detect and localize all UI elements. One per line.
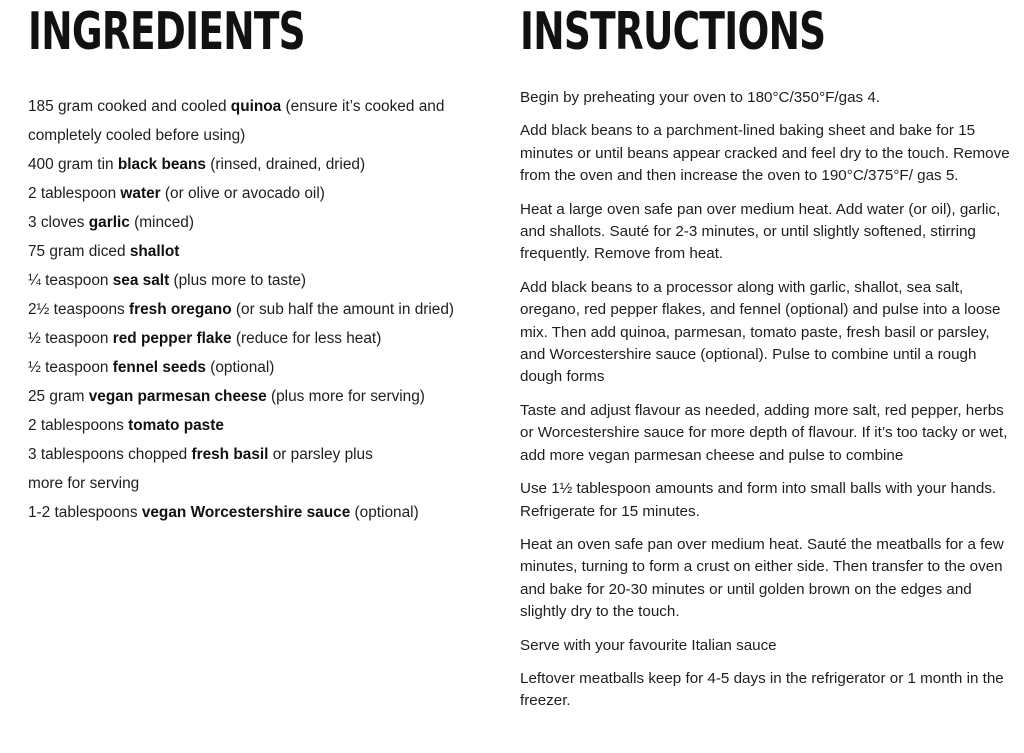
instruction-step-3: Heat a large oven safe pan over medium heat. Add water (or oil), garlic, and shallots. Sauté for 2-3 minutes, or until slightly softened, stirring frequently. Remove from heat. xyxy=(520,200,1001,263)
ingredient-line: 2½ teaspoons fresh oregano (or sub half the amount in dried) xyxy=(28,301,455,318)
ingredient-line: ½ teaspoon red pepper flake (reduce for less heat) xyxy=(28,330,382,347)
instruction-step-6: Use 1½ tablespoon amounts and form into small balls with your hands. Refrigerate for 15 minutes. xyxy=(520,480,997,520)
ingredient-line: ½ teaspoon fennel seeds (optional) xyxy=(28,359,275,376)
instruction-step-4: Add black beans to a processor along with garlic, shallot, sea salt, oregano, red pepper flakes, and fennel (optional) and pulse into a loose mix. Then add quinoa, parmesan, tomato paste, fresh basil or parsley, and Worcestershire sauce (optional). Pulse to combine until a rough dough forms xyxy=(520,278,1001,386)
ingredient-line: 185 gram cooked and cooled quinoa (ensure it’s cooked and xyxy=(28,98,445,115)
ingredient-line: 3 tablespoons chopped fresh basil or parsley plus xyxy=(28,446,373,463)
instruction-step-8: Serve with your favourite Italian sauce xyxy=(520,636,777,654)
instructions-section xyxy=(520,0,1010,710)
ingredient-line: 1-2 tablespoons vegan Worcestershire sauce (optional) xyxy=(28,504,419,521)
instruction-step-1: Begin by preheating your oven to 180°C/350°F/gas 4. xyxy=(520,89,881,106)
ingredient-line: ¼ teaspoon sea salt (plus more to taste) xyxy=(28,272,307,289)
ingredient-line: 75 gram diced shallot xyxy=(28,243,180,260)
ingredient-line: 2 tablespoons tomato paste xyxy=(28,417,224,434)
ingredient-line: more for serving xyxy=(28,475,140,492)
instructions-heading: INSTRUCTIONS xyxy=(520,2,826,62)
ingredients-heading: INGREDIENTS xyxy=(28,2,305,62)
ingredient-line: 25 gram vegan parmesan cheese (plus more for serving) xyxy=(28,388,425,405)
ingredient-line: 3 cloves garlic (minced) xyxy=(28,214,194,231)
ingredients-section xyxy=(28,0,498,521)
instructions-steps xyxy=(520,87,1010,724)
ingredient-line: 2 tablespoon water (or olive or avocado oil) xyxy=(28,185,325,202)
ingredients-list xyxy=(28,92,498,527)
instruction-step-5: Taste and adjust flavour as needed, adding more salt, red pepper, herbs or Worcestershire sauce for more depth of flavour. If it’s too tacky or wet, add more vegan parmesan cheese and pulse to combine xyxy=(520,401,1008,464)
ingredient-line: completely cooled before using) xyxy=(28,127,246,144)
ingredient-line: 400 gram tin black beans (rinsed, drained, dried) xyxy=(28,156,366,173)
instruction-step-2: Add black beans to a parchment-lined baking sheet and bake for 15 minutes or until beans appear cracked and feel dry to the touch. Remove from the oven and then increase the oven to 190°C/375°F/ gas 5. xyxy=(520,122,1010,185)
instruction-step-9: Leftover meatballs keep for 4-5 days in the refrigerator or 1 month in the freezer. xyxy=(520,669,1004,710)
instruction-step-7: Heat an oven safe pan over medium heat. Sauté the meatballs for a few minutes, turning to form a crust on either side. Then transfer to the oven and bake for 20-30 minutes or until golden brown on the edges and slightly dry to the touch. xyxy=(520,535,1004,621)
